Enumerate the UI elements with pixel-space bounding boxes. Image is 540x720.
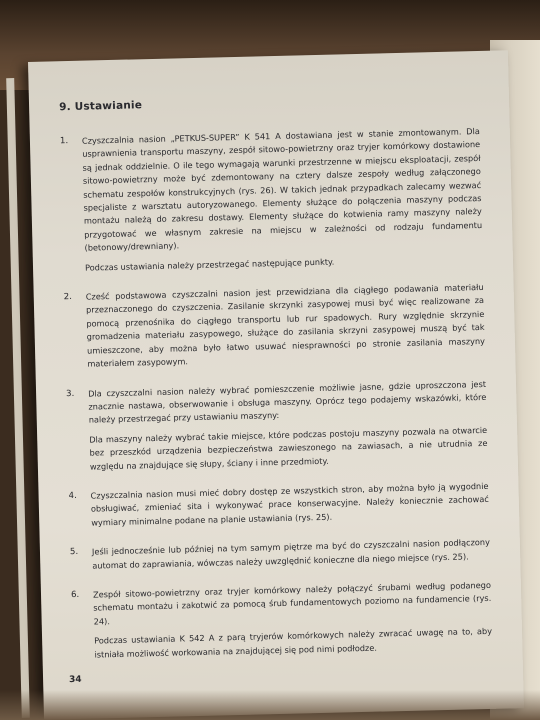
list-item-5 [70,536,491,579]
list-item-2 [64,281,486,378]
paragraph: Czyszczalnia nasion musi mieć dobry dostęp ze wszystkich stron, aby można było ją wygodnie obsługiwać, zmieniać sita i wykonywać prace konserwacyjne. Należy koniecznie zachować wymiary minimalne podane na planie ustawiania (rys. 25). [90,480,489,528]
item-body [93,579,493,668]
item-body [86,281,486,377]
item-number: 1. [59,136,69,147]
bottom-shadow [0,690,540,720]
item-number: 5. [69,547,79,558]
book-edge [6,78,30,718]
item-body [90,480,489,536]
item-number: 2. [63,292,73,303]
page-number: 34 [68,674,82,686]
paragraph: Dla maszyny należy wybrać takie miejsce, które podczas postoju maszyny pozwala na otwarcie bez przeszkód urządzenia bezpieczeństwa zawieszonego na zawiasach, a nie utrudnia ze względu na znajdujące się słupy, ściany i inne przedmioty. [89,424,488,472]
item-body [82,125,483,281]
item-body [92,536,491,579]
page-content [59,91,493,678]
list-item-4 [68,480,489,536]
paragraph: Podczas ustawiania K 542 A z parą tryjerów komórkowych należy zwracać uwagę na to, aby istniała możliwość workowania na znajdującej się pod nimi podłodze. [94,626,493,660]
section-heading: 9. Ustawianie [58,99,143,114]
paragraph: Cześć podstawowa czyszczalni nasion jest przewidziana dla ciągłego podawania materiału przeznaczonego do czyszczenia. Zasilanie skrzynki zasypowej musi być więc realizowane za pomocą przenośnika do ciągłego transportu lub rur spadowych. Rury względnie skrzynie gromadzenia materiału zasypowego, służące do zasilania skrzyni zasypowej muszą być tak umieszczone, aby można było łatwo usuwać niesprawności po stronie zasilania maszyny materiałem zasypowym. [85,281,486,369]
item-number: 6. [70,589,80,601]
list-item-6 [71,579,493,668]
item-number: 3. [65,388,75,399]
paragraph: Dla czyszczalni nasion należy wybrać pomieszczenie możliwie jasne, gdzie uproszczona jest znacznie nastawa, obserwowanie i obsługa maszyny. Oprócz tego podajemy wskazówki, które należy przestrzegać przy ustawianiu maszyny: [87,378,487,425]
paragraph: Podczas ustawiania należy przestrzegać następujące punkty. [84,256,335,273]
list-item-1 [60,125,483,281]
paragraph: Jeśli jednocześnie lub później na tym samym piętrze ma być do czyszczalni nasion podłączony automat do zaprawiania, wówczas należy uwzględnić konieczne dla niego miejsce (rys. 25). [91,537,490,571]
item-body [88,377,488,479]
list-item-3 [66,377,488,480]
paragraph: Czyszczalnia nasion „PETKUS-SUPER” K 541 A dostawiana jest w stanie zmontowanym. Dla usprawnienia transportu maszyny, zespół sitowo-powietrzny oraz tryjer komórkowy dostawione są jednak oddzielnie. O ile tego wymagają warunki przestrzenne w miejscu eksploatacji, zespół sitowo-powietrzny może być zdemontowany na cztery dalsze zespoły według załączonego schematu zespołów konstrukcyjnych (rys. 26). W takich jednak przypadkach zalecamy wezwać specjaliste z warsztatu autoryzowanego. Elementy służące do połączenia maszyny podczas montażu należą do zakresu dostawy. Elementy służące do kotwienia ramy maszyny należy przygotować we własnym zakresie na miejscu w zależności od rodzaju fundamentu (betonowy/drewniany). [81,125,483,253]
book-page [28,50,524,720]
paragraph: Zespół sitowo-powietrzny oraz tryjer komórkowy należy połączyć śrubami według podanego schematu montażu i zakotwić za pomocą śrub fundamentowych poziomo na fundamencie (rys. 24). [92,579,492,627]
item-number: 4. [68,490,77,502]
